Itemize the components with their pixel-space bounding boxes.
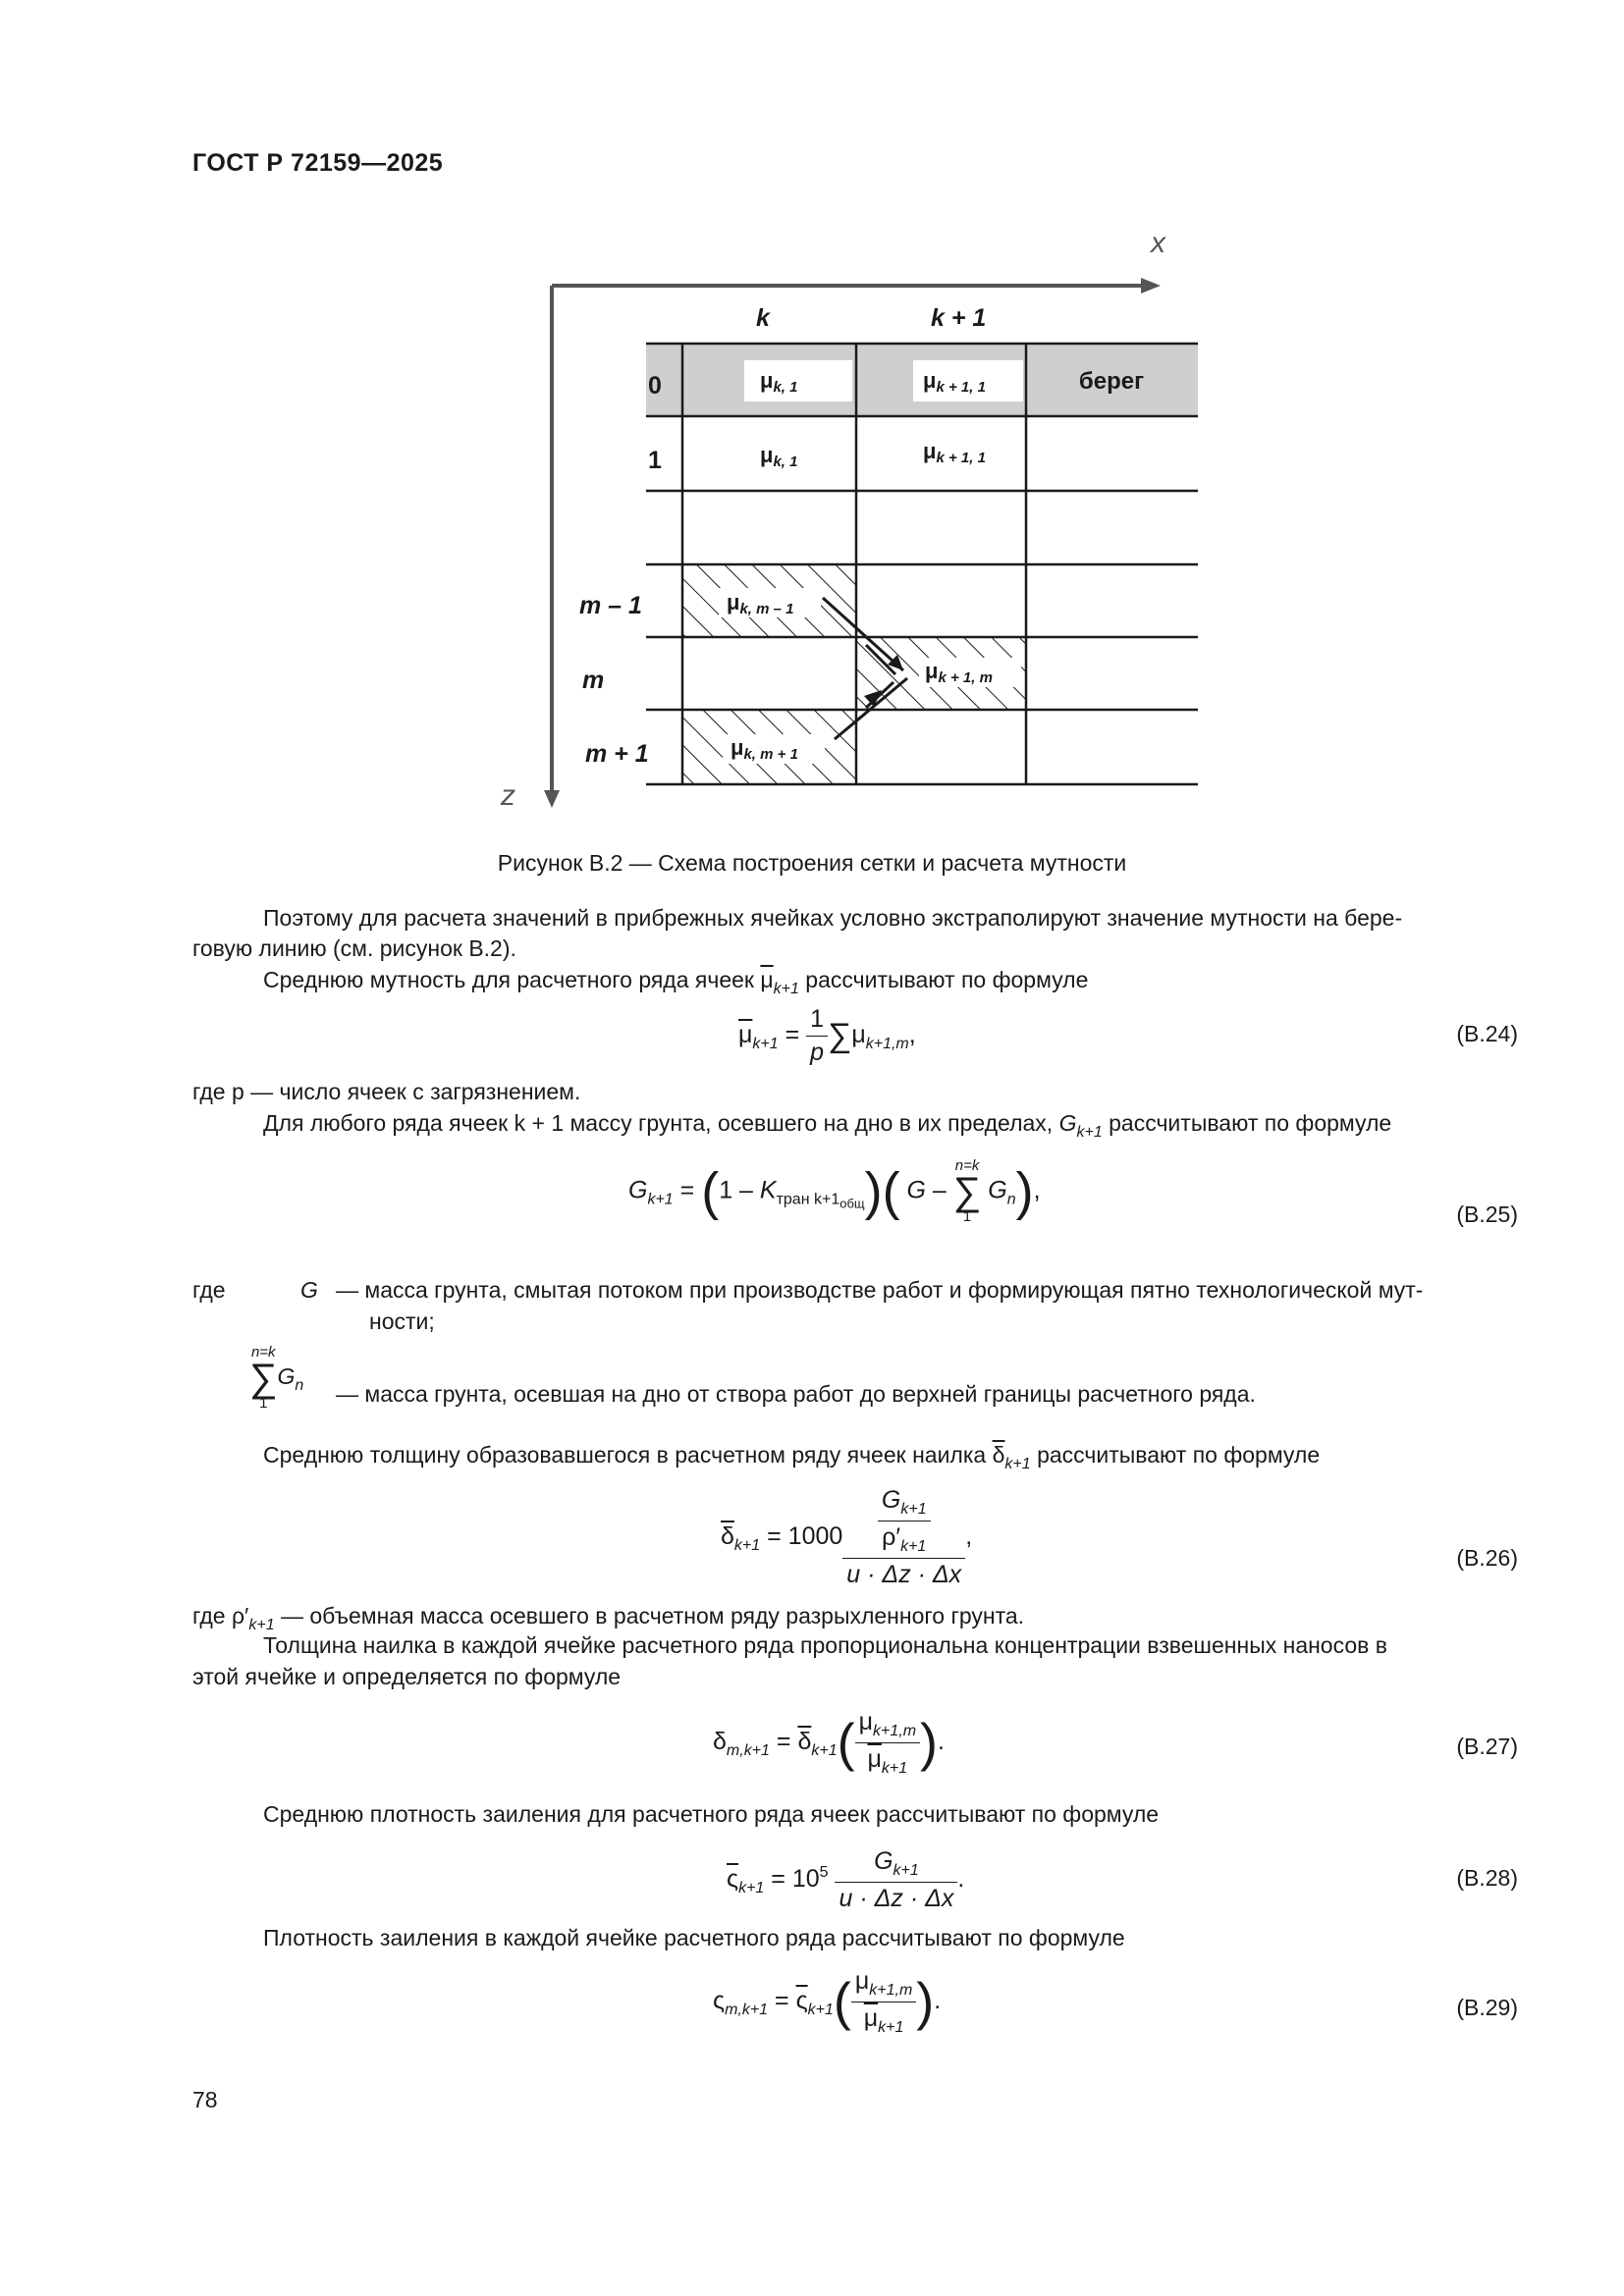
eq-sub-tran: тран k+1 — [776, 1191, 840, 1208]
eq-symbol: G — [988, 1176, 1007, 1204]
equation-b24: $\overline{\mu}_{k+1}$ = $\frac{1}{p}$ $\sum\mu_{k+1,m}$, — [738, 1005, 916, 1066]
paragraph-2-end: рассчитывают по формуле — [805, 967, 1089, 992]
eq-sub: k+1 — [752, 1036, 779, 1053]
eq-sub: k+1 — [647, 1191, 674, 1208]
paragraph-4: Среднюю толщину образовавшегося в расчетном ряду ячеек наилка $\overline{\delta}_{k+1}$ рассчитывают по формуле — [263, 1442, 1321, 1472]
eq-symbol: G — [881, 1486, 901, 1514]
subscript: k+1 — [248, 1617, 275, 1633]
where-G-label: где — [192, 1277, 226, 1303]
page-number: 78 — [192, 2087, 218, 2112]
paragraph-2-text: Среднюю мутность для расчетного ряда ячеек — [263, 967, 754, 992]
eq-symbol: $\overline{\mu}$ — [863, 2004, 879, 2032]
eq-symbol: G — [277, 1363, 296, 1390]
eq-one: 1 — [719, 1176, 733, 1204]
subscript: k+1 — [1004, 1456, 1031, 1472]
sum-upper: n=k — [250, 1344, 276, 1361]
equation-number-b29: (В.29) — [1456, 1995, 1518, 2020]
eq-sub: n — [295, 1377, 304, 1395]
equation-number-b25: (В.25) — [1456, 1201, 1518, 1227]
grid-diagram — [491, 221, 1218, 820]
row-label-m1: m + 1 — [585, 740, 649, 768]
equation-b25: $G_{k+1} = (1 - K_{тран k+1общ})$( G – n=k ∑ 1 $G_n$), — [628, 1157, 1041, 1225]
paragraph-6: Среднюю плотность заиления для расчетного ряда ячеек рассчитывают по формуле — [263, 1801, 1160, 1827]
eq-sub: k+1 — [733, 1537, 761, 1555]
symbol-mu-bar: $\overline{\mu}$ — [760, 967, 774, 992]
paragraph-4-end: рассчитывают по формуле — [1037, 1442, 1321, 1468]
paragraph-1-line-2: говую линию (см. рисунок В.2). — [192, 935, 516, 961]
shore-label: берег — [1078, 368, 1145, 395]
eq-symbol: G — [906, 1176, 926, 1204]
eq-symbol: $\overline{\mu}$ — [738, 1021, 753, 1049]
mu-symbol: μ — [925, 659, 939, 683]
eq-sub: k+1 — [900, 1538, 927, 1555]
paragraph-3 — [263, 1107, 1391, 1148]
equation-number-b26: (В.26) — [1456, 1545, 1518, 1571]
row-label-m: m — [582, 667, 605, 694]
z-axis-label: z — [501, 779, 515, 812]
paragraph-1-line-1: Поэтому для расчета значений в прибрежных ячейках условно экстраполируют значение мутности на бере- — [263, 905, 1403, 931]
eq-sub: k+1,m — [873, 1723, 917, 1739]
eq-symbol: G — [628, 1176, 648, 1204]
symbol-G: G — [1058, 1110, 1077, 1136]
where-G-symbol: G — [300, 1277, 318, 1303]
figure-caption: Рисунок В.2 — Схема построения сетки и расчета мутности — [497, 850, 1127, 876]
eq-sub: k+1,m — [869, 1982, 913, 1999]
paragraph-3-end: рассчитывают по формуле — [1109, 1110, 1392, 1136]
mu-symbol: μ — [760, 443, 774, 467]
document-header: ГОСТ Р 72159—2025 — [192, 149, 444, 177]
cell-label-r0c2: k + 1, 1 — [936, 379, 986, 396]
eq-sub: k+1 — [881, 1760, 908, 1777]
equation-number-b28: (В.28) — [1456, 1865, 1518, 1891]
where-G-line-2: ности; — [369, 1308, 435, 1334]
paragraph-3-text: Для любого ряда ячеек k + 1 массу грунта, осевшего на дно в их пределах, — [263, 1110, 1054, 1136]
frac-den: u · Δz · Δx — [839, 1885, 954, 1912]
eq-sub: k+1 — [811, 1742, 838, 1760]
cell-label-r0c1: k, 1 — [773, 379, 798, 396]
mu-symbol: μ — [923, 439, 937, 463]
eq-symbol: μ — [851, 1021, 866, 1049]
cell-label-r1c1: k, 1 — [773, 454, 798, 470]
column-header-k: k — [756, 304, 770, 332]
subscript: k+1 — [773, 981, 799, 997]
cell-label-rmc2: k + 1, m — [938, 669, 993, 686]
frac-den: p — [810, 1039, 825, 1066]
where-rho: где $\rho'_{k+1}$ — объемная масса осевшего в расчетном ряду разрыхленного грунта. — [192, 1603, 1025, 1633]
row-label-0: 0 — [648, 372, 662, 400]
where-G-line-1: — масса грунта, смытая потоком при производстве работ и формирующая пятно технологической мут- — [336, 1277, 1424, 1303]
svg-text:μk, 1 — [760, 443, 798, 470]
paragraph-7: Плотность заиления в каждой ячейке расчетного ряда рассчитывают по формуле — [263, 1925, 1125, 1950]
mu-symbol: μ — [760, 368, 774, 393]
equation-number-b24: (В.24) — [1456, 1021, 1518, 1046]
eq-symbol: $\overline{\mu}$ — [867, 1745, 882, 1773]
cell-label-rp1c1: k, m + 1 — [743, 746, 798, 763]
eq-sub: m,k+1 — [725, 2002, 769, 2019]
mu-symbol: μ — [731, 735, 744, 760]
where-rho-text: — объемная масса осевшего в расчетном ряду разрыхленного грунта. — [281, 1603, 1025, 1629]
equation-b29: $\varsigma_{m,k+1} = \overline{\varsigma}_{k+1}$( $\frac{\mu_{k+1,m}}{\overline{\mu}_{k+1}}$ ). — [713, 1967, 942, 2036]
where-sum-symbol: n=k ∑ 1 $G_n$ — [249, 1344, 304, 1412]
sum-upper: n=k — [954, 1157, 980, 1174]
eq-const: 10 — [791, 1865, 820, 1894]
equation-b27: $\delta_{m,k+1} = \overline{\delta}_{k+1}$( $\frac{\mu_{k+1,m}}{\overline{\mu}_{k+1}}$ ). — [713, 1708, 945, 1777]
mu-symbol: μ — [923, 368, 937, 393]
eq-sub: k+1,m — [865, 1036, 909, 1053]
eq-sub: k+1 — [878, 2019, 904, 2036]
paragraph-5-line-1: Толщина наилка в каждой ячейке расчетного ряда пропорциональна концентрации взвешенных наносов в — [263, 1632, 1387, 1658]
eq-sub: m,k+1 — [726, 1742, 770, 1760]
frac-den: u · Δz · Δx — [846, 1561, 962, 1588]
eq-sub: k+1 — [893, 1862, 919, 1879]
row-label-1: 1 — [648, 447, 662, 474]
eq-symbol: G — [874, 1847, 893, 1875]
equation-b28: $\overline{\varsigma}_{k+1} = 10^5$ $\frac{G_{k+1}}{u \cdot \Delta z \cdot \Delta x}$ . — [727, 1847, 965, 1912]
paragraph-4-text: Среднюю толщину образовавшегося в расчетном ряду ячеек наилка — [263, 1442, 987, 1468]
sum-lower: 1 — [259, 1395, 268, 1412]
where-sum-text: — масса грунта, осевшая на дно от створа работ до верхней границы расчетного ряда. — [336, 1381, 1256, 1407]
where-p: где p — число ячеек с загрязнением. — [192, 1079, 581, 1104]
svg-text:μk + 1, 1 — [923, 439, 986, 466]
eq-const: 1000 — [787, 1522, 843, 1551]
equation-b26: $\overline{\delta}_{k+1} = 1000$ $\frac{\frac{G_{k+1}}{\rho'_{k+1}}}{u \cdot \Delta z \cdot \Delta x}$ , — [721, 1486, 973, 1588]
frac-num: 1 — [806, 1005, 828, 1037]
row-label-m-1: m – 1 — [579, 592, 642, 619]
mu-symbol: μ — [727, 590, 740, 614]
paragraph-5-line-2: этой ячейке и определяется по формуле — [192, 1664, 622, 1689]
eq-sup: 5 — [819, 1864, 829, 1882]
x-axis-label: x — [1151, 227, 1165, 259]
eq-sub: k+1 — [807, 2002, 834, 2019]
cell-label-r1c2: k + 1, 1 — [936, 450, 986, 466]
eq-sub: k+1 — [738, 1880, 765, 1897]
paragraph-2 — [263, 964, 1088, 1005]
column-header-k1: k + 1 — [931, 304, 987, 332]
eq-sub-obsh: общ — [839, 1196, 865, 1211]
eq-symbol: μ — [854, 1967, 870, 1995]
cell-label-rm1c1: k, m – 1 — [739, 601, 794, 617]
eq-sub: k+1 — [900, 1501, 927, 1518]
subscript: k+1 — [1076, 1124, 1103, 1141]
equation-number-b27: (В.27) — [1456, 1734, 1518, 1759]
eq-sub: n — [1006, 1191, 1016, 1208]
eq-symbol: μ — [858, 1708, 873, 1735]
sum-lower: 1 — [962, 1208, 972, 1225]
